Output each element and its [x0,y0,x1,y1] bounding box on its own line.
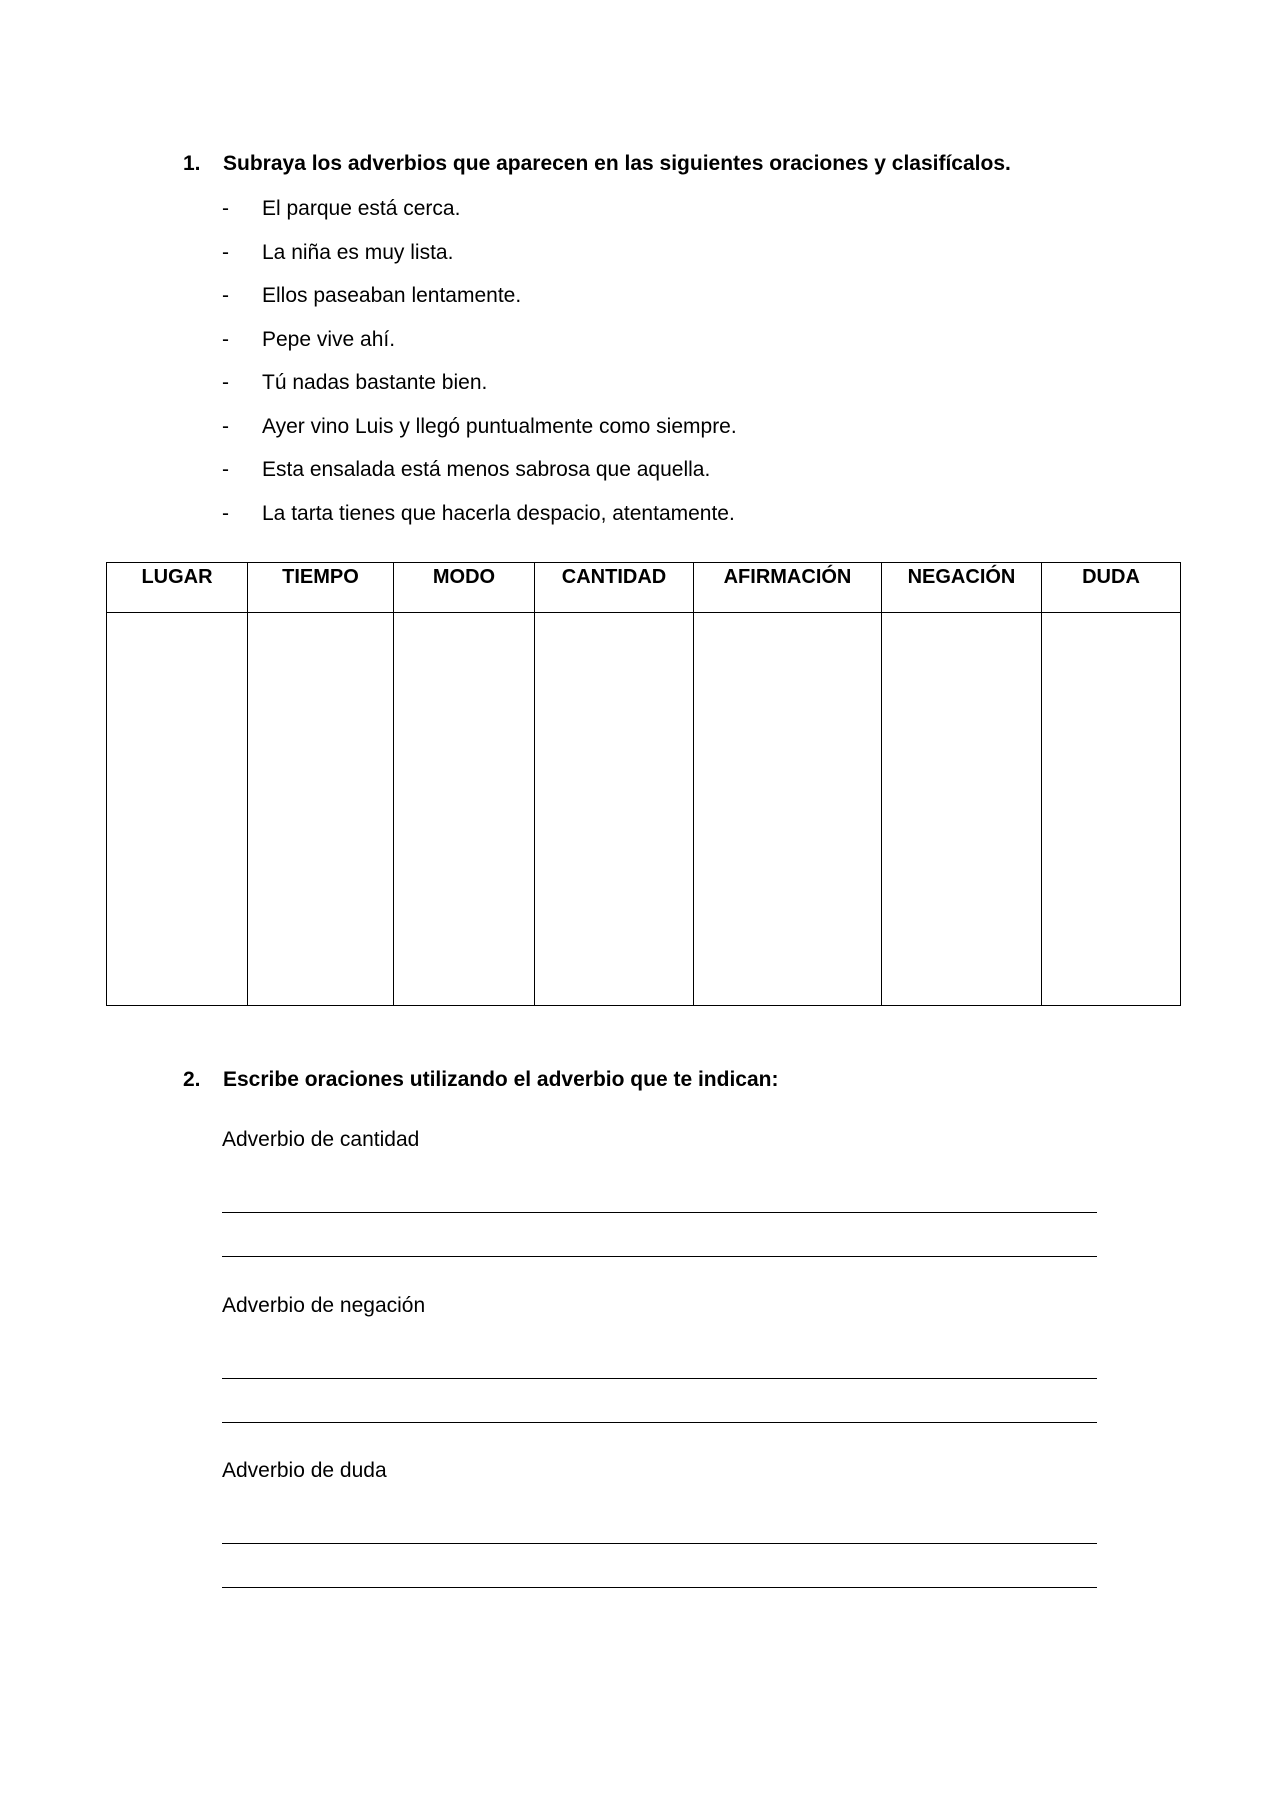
sentence-text[interactable]: El parque está cerca. [262,197,461,220]
answer-line[interactable] [222,1543,1097,1544]
sentence-text[interactable]: Pepe vive ahí. [262,327,396,351]
exercise-2-number: 2. [183,1068,201,1091]
sentence-item: - Ellos paseaban lentamente. [222,284,522,307]
sentence-text[interactable]: Ellos paseaban lentamente. [262,284,522,307]
exercise-1-number: 1. [183,152,201,175]
answer-cell-negacion[interactable] [882,613,1042,1006]
answer-line[interactable] [222,1422,1097,1423]
answer-cell-lugar[interactable] [107,613,248,1006]
answer-line[interactable] [222,1256,1097,1257]
column-header-afirmacion: AFIRMACIÓN [694,563,882,613]
sentence-text[interactable]: Tú nadas bastante bien. [262,371,488,394]
sentence-item: - Tú nadas bastante bien. [222,371,488,394]
column-header-tiempo: TIEMPO [248,563,394,613]
sentence-text[interactable]: La tarta tienes que hacerla despacio, atentamente. [262,501,735,525]
sentence-item: - Esta ensalada está menos sabrosa que aquella. [222,458,711,481]
sentence-item: - El parque está cerca. [222,197,461,220]
answer-cell-afirmacion[interactable] [694,613,882,1006]
sentence-item: - Ayer vino Luis y llegó puntualmente como siempre. [222,414,737,438]
sentence-item: - La niña es muy lista. [222,240,454,264]
column-header-negacion: NEGACIÓN [882,563,1042,613]
column-header-cantidad: CANTIDAD [535,563,694,613]
sentence-text[interactable]: Ayer vino Luis y llegó puntualmente como siempre. [262,414,737,438]
answer-line[interactable] [222,1378,1097,1379]
sentence-text[interactable]: La niña es muy lista. [262,240,454,264]
answer-line[interactable] [222,1587,1097,1588]
exercise-1-instruction: Subraya los adverbios que aparecen en las siguientes oraciones y clasifícalos. [223,152,1011,175]
column-header-lugar: LUGAR [107,563,248,613]
prompt-adverbio-negacion: Adverbio de negación [222,1294,426,1317]
answer-cell-modo[interactable] [394,613,535,1006]
prompt-adverbio-cantidad: Adverbio de cantidad [222,1128,420,1151]
answer-row [107,613,1181,1006]
sentence-text[interactable]: Esta ensalada está menos sabrosa que aquella. [262,458,711,481]
column-header-duda: DUDA [1042,563,1181,613]
exercise-2-title [183,1068,778,1092]
sentence-item: - Pepe vive ahí. [222,327,396,351]
prompt-adverbio-duda: Adverbio de duda [222,1459,387,1482]
exercise-2-instruction: Escribe oraciones utilizando el adverbio que te indican: [223,1068,779,1091]
table-header-row [107,563,1181,613]
adverb-classification-table [106,562,1181,1006]
exercise-1-title [183,152,1011,176]
answer-line[interactable] [222,1212,1097,1213]
sentence-list [222,196,737,544]
answer-cell-cantidad[interactable] [535,613,694,1006]
column-header-modo: MODO [394,563,535,613]
sentence-item: - La tarta tienes que hacerla despacio, atentamente. [222,501,735,525]
answer-cell-tiempo[interactable] [248,613,394,1006]
answer-cell-duda[interactable] [1042,613,1181,1006]
